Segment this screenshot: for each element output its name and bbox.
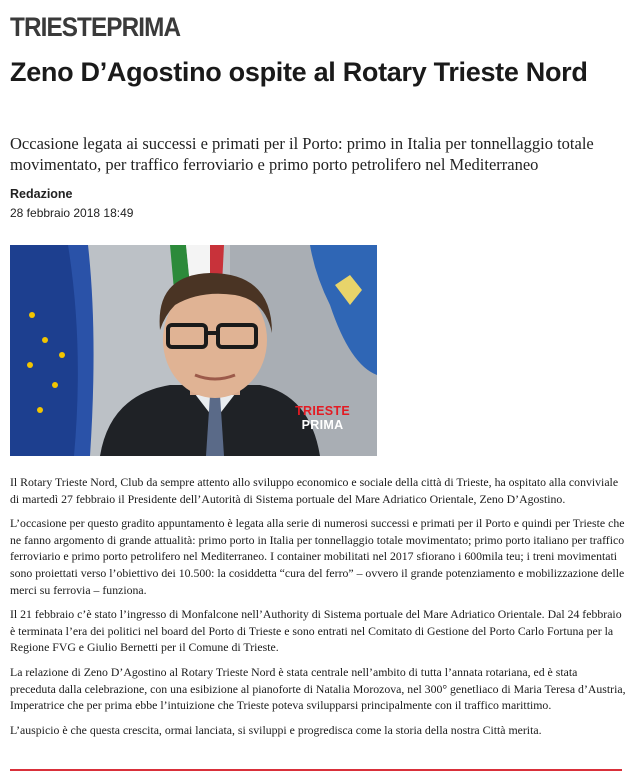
site-logo[interactable]: TRIESTEPRIMA bbox=[10, 12, 181, 42]
article-body bbox=[10, 474, 626, 746]
paragraph: L’occasione per questo gradito appuntamento è legata alla serie di numerosi successi e primati per il Porto e quindi per Trieste che ne fanno argomento di grande attualità: primo porto in Italia per tonnellaggio totale movimentato; primo porto italiano per traffico ferroviario e primo porto petrolifero nel Mediterraneo. I container mobilitati nel 2017 sfiorano i 600mila teu; i treni movimentati sono proiettati verso l’obiettivo dei 10.500: la cosiddetta “cura del ferro” – ovvero il grande potenziamento e mobilizzazione delle merci su ferrovia – funziona. bbox=[10, 516, 625, 597]
paragraph: Il Rotary Trieste Nord, Club da sempre attento allo sviluppo economico e sociale della città di Trieste, ha ospitato alla conviviale di martedì 27 febbraio il Presidente dell’Autorità di Sistema portuale del Mare Adriatico Orientale, Zeno D’Agostino. bbox=[10, 475, 619, 506]
image-watermark bbox=[295, 404, 350, 432]
section-divider bbox=[10, 769, 622, 771]
article-title: Zeno D’Agostino ospite al Rotary Trieste Nord bbox=[10, 57, 588, 87]
paragraph: L’auspicio è che questa crescita, ormai lanciata, si sviluppi e progredisca come la storia della nostra Città merita. bbox=[10, 722, 542, 737]
paragraph: Il 21 febbraio c’è stato l’ingresso di Monfalcone nell’Authority di Sistema portuale del Mare Adriatico Orientale. Dal 24 febbraio è terminata l’era dei politici nel board del Porto di Trieste e sono entrati nel Comitato di Gestione del Porto Carlo Fortuna per la Regione FVG e Giulio Bernetti per il Comune di Trieste. bbox=[10, 607, 622, 655]
article-photo bbox=[10, 245, 377, 456]
article-date: 28 febbraio 2018 18:49 bbox=[10, 206, 134, 220]
article-subtitle: Occasione legata ai successi e primati per il Porto: primo in Italia per tonnellaggio totale movimentato, per traffico ferroviario e primo porto petrolifero nel Mediterraneo bbox=[10, 134, 594, 174]
watermark-line2: PRIMA bbox=[301, 418, 344, 432]
article-author[interactable]: Redazione bbox=[10, 187, 73, 201]
paragraph: La relazione di Zeno D’Agostino al Rotary Trieste Nord è stata centrale nell’ambito di tutta l’annata rotariana, ed è stata preceduta dalla celebrazione, con una esibizione al pianoforte di Natalia Morozova, nel 300° genetliaco di Maria Teresa d’Austria, Imperatrice che per prima ebbe l’intuizione che Trieste poteva svilupparsi principalmente con il traffico marittimo. bbox=[10, 664, 626, 713]
watermark-line1: TRIESTE bbox=[295, 404, 350, 418]
